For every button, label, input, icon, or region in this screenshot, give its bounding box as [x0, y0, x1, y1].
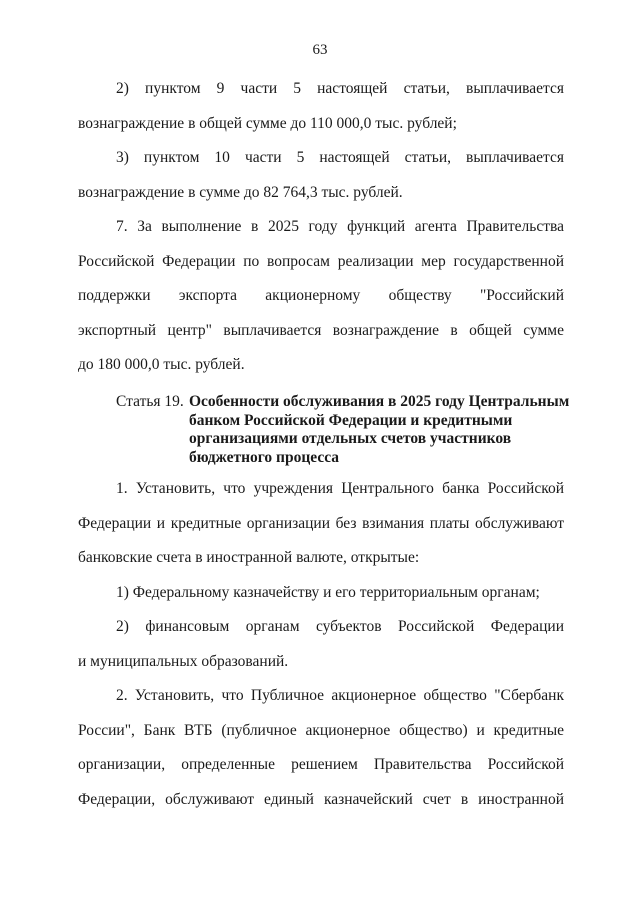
article-title-line: бюджетного процесса	[189, 448, 340, 466]
paragraph-line: Российской Федерации по вопросам реализации мер государственной	[78, 252, 564, 270]
paragraph-line: до 180 000,0 тыс. рублей.	[78, 356, 245, 373]
article-title-line: организациями отдельных счетов участников	[189, 430, 512, 447]
paragraph-item-2	[78, 72, 564, 141]
paragraph-line: 2) финансовым органам субъектов Российской Федерации	[116, 618, 564, 635]
page-number: 63	[312, 42, 328, 58]
paragraph-line: вознаграждение в сумме до 82 764,3 тыс. рублей.	[78, 183, 403, 201]
article-title-line: Особенности обслуживания в 2025 году Центральным	[189, 393, 570, 410]
paragraph-line: и муниципальных образований.	[78, 652, 289, 670]
paragraph-line: вознаграждение в общей сумме до 110 000,0 тыс. рублей;	[78, 114, 457, 132]
article-title-line: банком Российской Федерации и кредитными	[189, 411, 513, 429]
paragraph-line: поддержки экспорта акционерному обществу "Российский	[78, 287, 564, 304]
paragraph-item-3	[78, 141, 564, 210]
paragraph-part-1	[78, 472, 564, 576]
paragraph-subitem-2	[78, 610, 564, 679]
article-label: Статья 19.	[116, 393, 184, 410]
article-title	[189, 393, 570, 467]
paragraph-line: 1. Установить, что учреждения Центрального банка Российской	[116, 480, 564, 497]
paragraph-line: 3) пунктом 10 части 5 настоящей статьи, выплачивается	[116, 149, 564, 166]
paragraph-line: Федерации и кредитные организации без взимания платы обслуживают	[78, 514, 564, 532]
paragraph-line: Федерации, обслуживают единый казначейский счет в иностранной	[78, 790, 564, 808]
paragraph-line: 2. Установить, что Публичное акционерное общество "Сбербанк	[116, 687, 564, 704]
paragraph-line: экспортный центр" выплачивается вознаграждение в общей сумме	[78, 321, 564, 339]
paragraph-part-7	[78, 210, 564, 383]
paragraph-line: 2) пунктом 9 части 5 настоящей статьи, выплачивается	[116, 80, 564, 97]
paragraph-subitem-1	[78, 576, 564, 611]
paragraph-line: России", Банк ВТБ (публичное акционерное общество) и кредитные	[78, 721, 564, 739]
paragraph-line: 7. За выполнение в 2025 году функций агента Правительства	[116, 218, 564, 235]
paragraph-part-2	[78, 679, 564, 817]
paragraph-line: 1) Федеральному казначейству и его территориальным органам;	[116, 584, 540, 601]
paragraph-line: банковские счета в иностранной валюте, открытые:	[78, 549, 420, 566]
paragraph-line: организации, определенные решением Правительства Российской	[78, 756, 564, 773]
